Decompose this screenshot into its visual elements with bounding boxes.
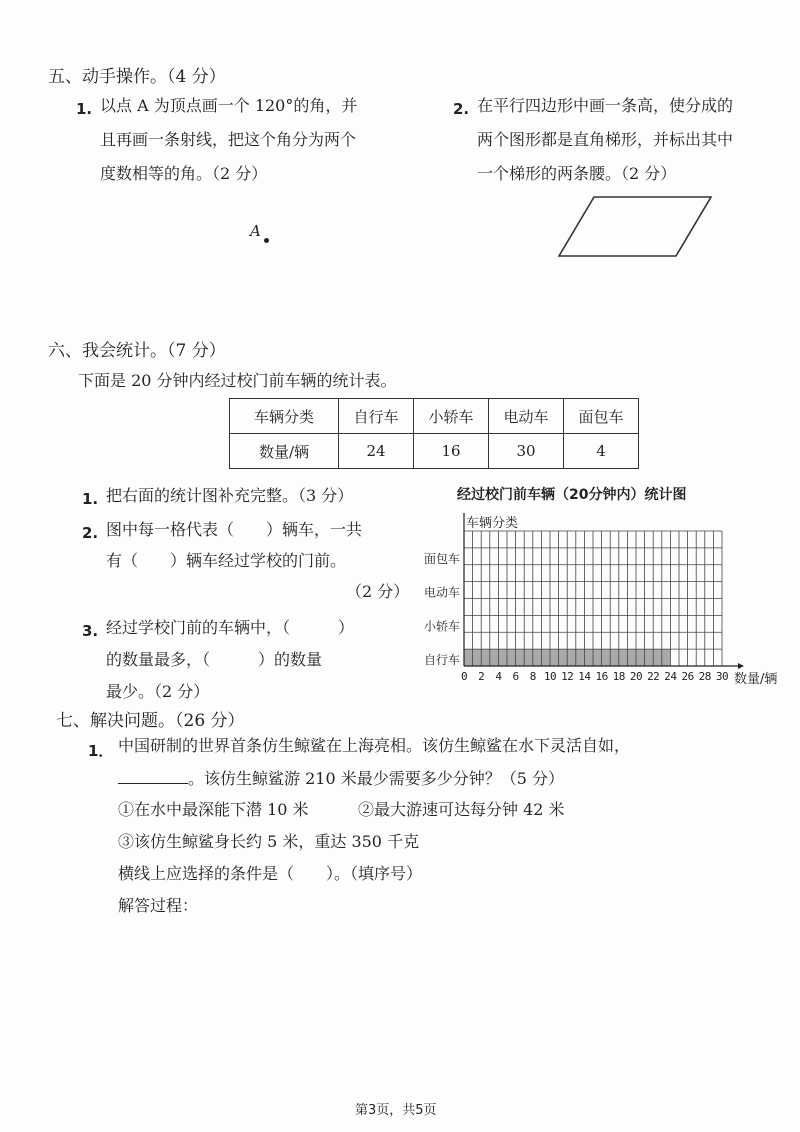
s6-q2-line2: 有（ ）辆车经过学校的门前。 <box>106 551 347 570</box>
table-cell: 数量/辆 <box>230 434 339 469</box>
x-tick-label: 24 <box>664 670 677 683</box>
x-tick-label: 30 <box>715 670 729 683</box>
section7-title: 七、解决问题。（26 分） <box>56 711 245 731</box>
parallelogram-figure <box>555 190 715 262</box>
x-tick-label: 2 <box>478 670 485 683</box>
s6-q3-line1: 经过学校门前的车辆中，（ ） <box>106 618 355 637</box>
table-cell: 面包车 <box>564 399 639 434</box>
s5-q1-line3: 度数相等的角。（2 分） <box>100 164 268 183</box>
section6-intro: 下面是 20 分钟内经过校门前车辆的统计表。 <box>78 371 397 390</box>
category-label: 自行车 <box>423 653 460 667</box>
x-tick-label: 28 <box>698 670 711 683</box>
x-axis-label: 数量/辆 <box>734 672 778 687</box>
s6-q2-score: （2 分） <box>346 582 410 601</box>
s7-q1-line2-text: 。该仿生鲸鲨游 210 米最少需要多少分钟？（5 分） <box>188 769 564 788</box>
category-label: 小轿车 <box>423 619 460 634</box>
section6-title: 六、我会统计。（7 分） <box>48 341 226 361</box>
s5-q2-line3: 一个梯形的两条腰。（2 分） <box>477 164 677 183</box>
point-a-dot <box>264 238 269 243</box>
table-cell: 小轿车 <box>414 399 489 434</box>
table-cell: 车辆分类 <box>230 399 339 434</box>
table-header-row <box>230 399 639 434</box>
answer-blank[interactable] <box>118 765 188 784</box>
x-tick-label: 16 <box>595 670 608 683</box>
table-cell: 自行车 <box>339 399 414 434</box>
s5-q2-number: 2. <box>453 100 470 118</box>
x-tick-label: 20 <box>629 670 643 683</box>
vehicle-bar-chart <box>400 505 796 690</box>
section5-title: 五、动手操作。（4 分） <box>48 67 226 87</box>
s6-q3-line2: 的数量最多，（ ）的数量 <box>106 650 323 669</box>
chart-title: 经过校门前车辆（20分钟内）统计图 <box>457 487 687 503</box>
table-row <box>230 434 639 469</box>
category-label: 电动车 <box>423 585 460 600</box>
s6-q1-number: 1. <box>82 490 99 508</box>
table-cell: 电动车 <box>489 399 564 434</box>
table-cell: 4 <box>564 434 639 469</box>
s5-q1-number: 1. <box>76 100 93 118</box>
x-tick-label: 10 <box>543 670 557 683</box>
x-axis-arrow <box>738 663 744 669</box>
s6-q2-number: 2. <box>82 524 99 542</box>
category-label: 面包车 <box>423 551 460 566</box>
x-tick-label: 22 <box>647 670 660 683</box>
s6-q2-line1: 图中每一格代表（ ）辆车，一共 <box>106 520 363 539</box>
x-tick-label: 4 <box>495 670 502 683</box>
s7-q1-option2: ②最大游速可达每分钟 42 米 <box>358 800 565 819</box>
x-tick-label: 12 <box>561 670 574 683</box>
page-footer: 第3页，共5页 <box>355 1103 437 1118</box>
s6-q3-line3: 最少。（2 分） <box>106 682 210 701</box>
table-cell: 16 <box>414 434 489 469</box>
x-tick-label: 6 <box>512 670 519 683</box>
table-cell: 30 <box>489 434 564 469</box>
x-tick-label: 14 <box>578 670 591 683</box>
s7-q1-option3: ③该仿生鲸鲨身长约 5 米，重达 350 千克 <box>118 832 420 851</box>
x-tick-label: 8 <box>529 670 536 683</box>
s5-q2-line2: 两个图形都是直角梯形，并标出其中 <box>477 130 734 149</box>
vehicle-stats-table <box>229 398 639 469</box>
table-cell: 24 <box>339 434 414 469</box>
s5-q1-line2: 且再画一条射线，把这个角分为两个 <box>100 130 357 149</box>
s6-q3-number: 3. <box>82 622 99 640</box>
s6-q1-text: 把右面的统计图补充完整。（3 分） <box>106 486 354 505</box>
x-tick-label: 26 <box>681 670 694 683</box>
s7-q1-answer-label: 解答过程： <box>118 896 199 915</box>
x-tick-label: 18 <box>612 670 625 683</box>
x-tick-label: 0 <box>460 670 468 683</box>
s7-q1-line1: 中国研制的世界首条仿生鲸鲨在上海亮相。该仿生鲸鲨在水下灵活自如， <box>118 736 631 755</box>
s7-q1-option1: ①在水中最深能下潜 10 米 <box>118 800 309 819</box>
point-a-label: A <box>250 222 261 240</box>
s7-q1-choose: 横线上应选择的条件是（ ）。（填序号） <box>118 864 423 883</box>
y-axis-label: 车辆分类 <box>466 516 519 531</box>
s5-q1-line1: 以点 A 为顶点画一个 120°的角，并 <box>100 96 358 115</box>
s7-q1-number: 1． <box>88 742 114 760</box>
s5-q2-line1: 在平行四边形中画一条高，使分成的 <box>477 96 734 115</box>
